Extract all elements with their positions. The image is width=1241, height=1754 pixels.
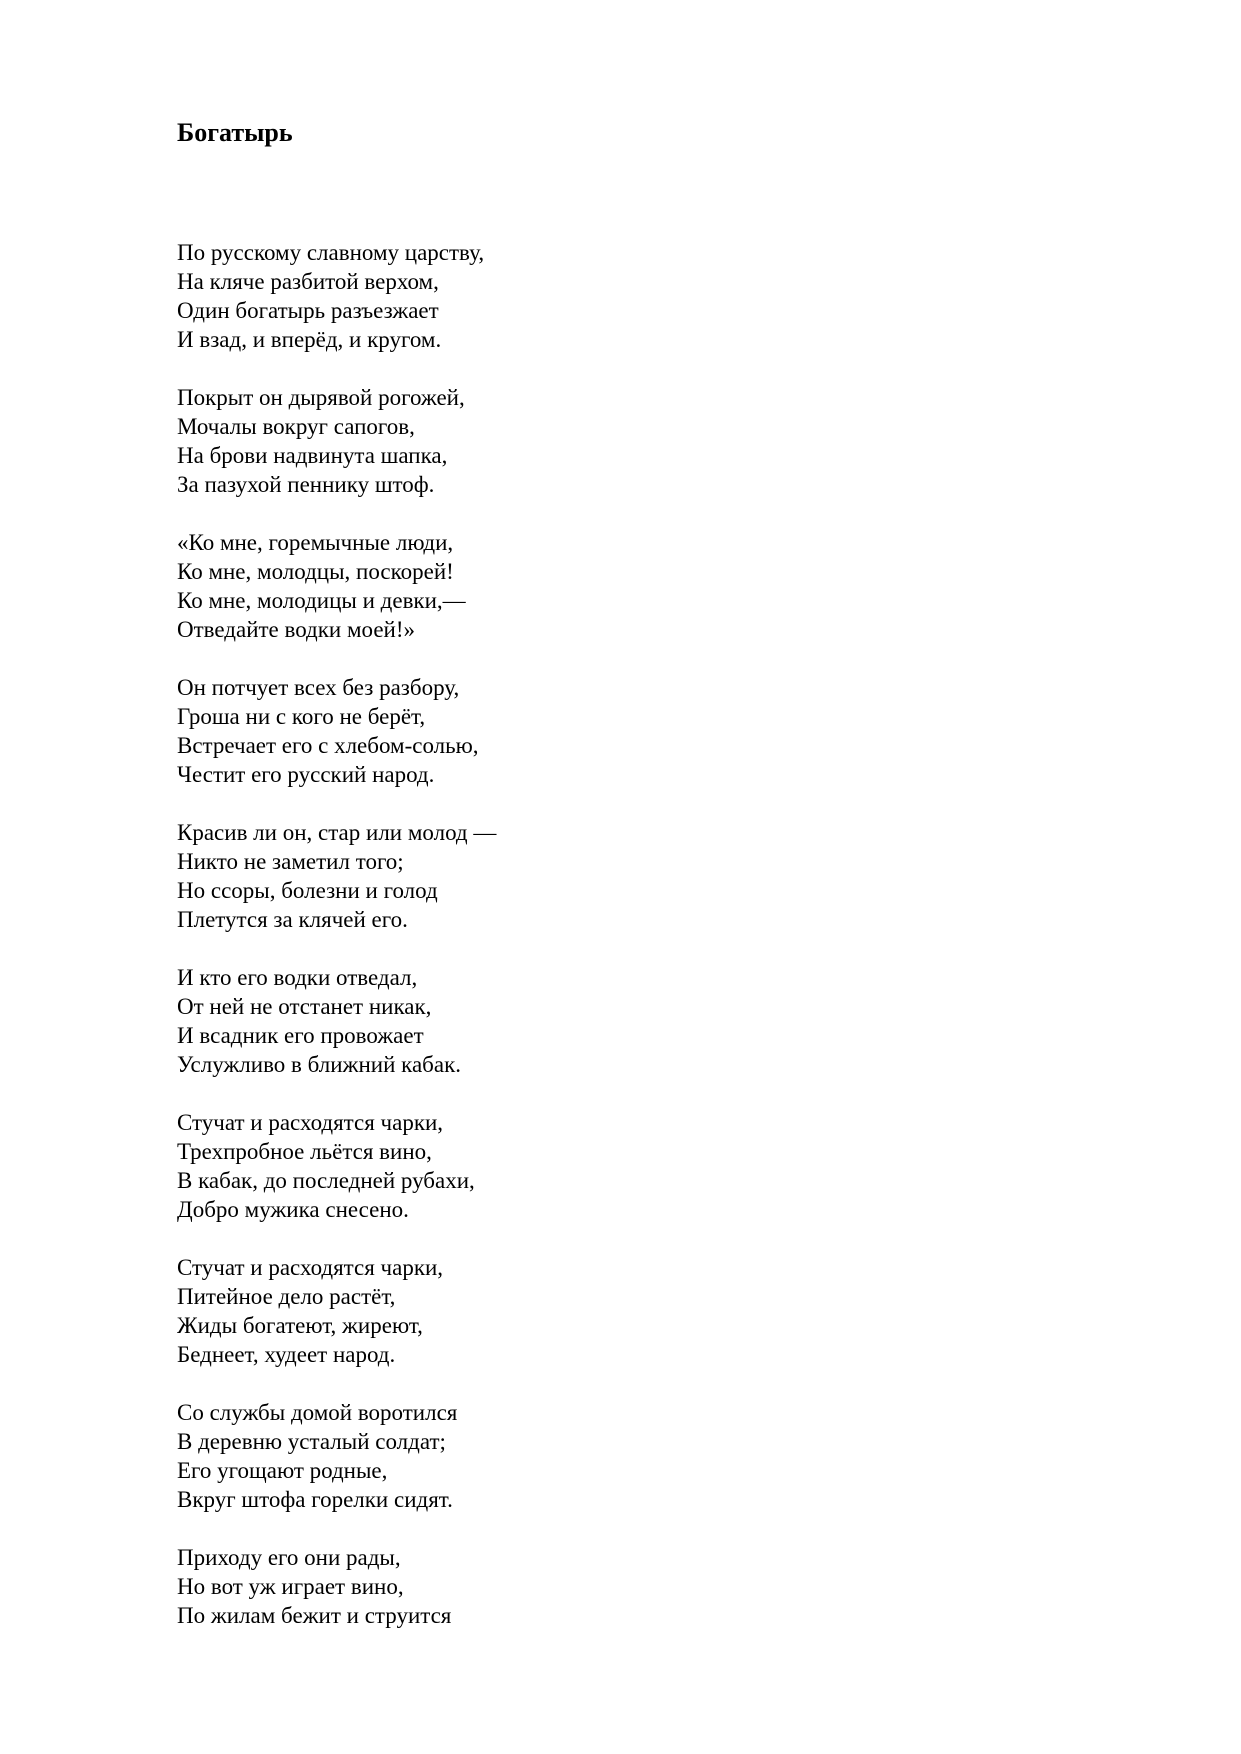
poem-line: Отведайте водки моей!» — [177, 617, 416, 642]
poem-line: В деревню усталый солдат; — [177, 1429, 446, 1454]
stanza — [177, 1108, 1077, 1224]
poem-line: Красив ли он, стар или молод — — [177, 820, 497, 845]
stanza — [177, 1543, 1077, 1630]
poem-line: Приходу его они рады, — [177, 1545, 401, 1570]
poem-line: От ней не отстанет никак, — [177, 994, 432, 1019]
poem-line: За пазухой пеннику штоф. — [177, 472, 435, 497]
poem-line: Ко мне, молодцы, поскорей! — [177, 559, 454, 584]
stanza — [177, 818, 1077, 934]
poem-line: Со службы домой воротился — [177, 1400, 458, 1425]
poem-line: Честит его русский народ. — [177, 762, 435, 787]
poem-line: Гроша ни с кого не берёт, — [177, 704, 426, 729]
poem-line: «Ко мне, горемычные люди, — [177, 530, 454, 555]
stanza — [177, 673, 1077, 789]
poem-line: Покрыт он дырявой рогожей, — [177, 385, 465, 410]
poem-line: Никто не заметил того; — [177, 849, 404, 874]
stanza — [177, 1253, 1077, 1369]
poem-line: Питейное дело растёт, — [177, 1284, 396, 1309]
poem-line: Его угощают родные, — [177, 1458, 388, 1483]
poem-line: Плетутся за клячей его. — [177, 907, 408, 932]
stanza — [177, 238, 1077, 354]
poem-line: Трехпробное льётся вино, — [177, 1139, 432, 1164]
poem-line: На кляче разбитой верхом, — [177, 269, 439, 294]
stanza — [177, 1398, 1077, 1514]
poem-line: По русскому славному царству, — [177, 240, 485, 265]
poem-line: Добро мужика снесено. — [177, 1197, 409, 1222]
stanza — [177, 383, 1077, 499]
poem-title: Богатырь — [177, 118, 293, 147]
poem-line: Мочалы вокруг сапогов, — [177, 414, 415, 439]
stanza — [177, 528, 1077, 644]
poem-line: И кто его водки отведал, — [177, 965, 418, 990]
poem-line: Он потчует всех без разбору, — [177, 675, 460, 700]
poem-line: На брови надвинута шапка, — [177, 443, 448, 468]
poem-line: По жилам бежит и струится — [177, 1603, 452, 1628]
poem-line: Стучат и расходятся чарки, — [177, 1110, 444, 1135]
poem-line: Но вот уж играет вино, — [177, 1574, 404, 1599]
poem-line: Встречает его с хлебом-солью, — [177, 733, 479, 758]
poem-line: Стучат и расходятся чарки, — [177, 1255, 444, 1280]
poem-line: Жиды богатеют, жиреют, — [177, 1313, 423, 1338]
stanza — [177, 963, 1077, 1079]
poem-line: И всадник его провожает — [177, 1023, 424, 1048]
poem-line: Беднеет, худеет народ. — [177, 1342, 396, 1367]
poem-line: В кабак, до последней рубахи, — [177, 1168, 475, 1193]
poem-line: И взад, и вперёд, и кругом. — [177, 327, 442, 352]
poem-line: Услужливо в ближний кабак. — [177, 1052, 461, 1077]
poem-body — [177, 238, 1077, 1659]
poem-line: Ко мне, молодицы и девки,— — [177, 588, 466, 613]
poem-line: Вкруг штофа горелки сидят. — [177, 1487, 453, 1512]
poem-line: Один богатырь разъезжает — [177, 298, 439, 323]
poem-line: Но ссоры, болезни и голод — [177, 878, 438, 903]
